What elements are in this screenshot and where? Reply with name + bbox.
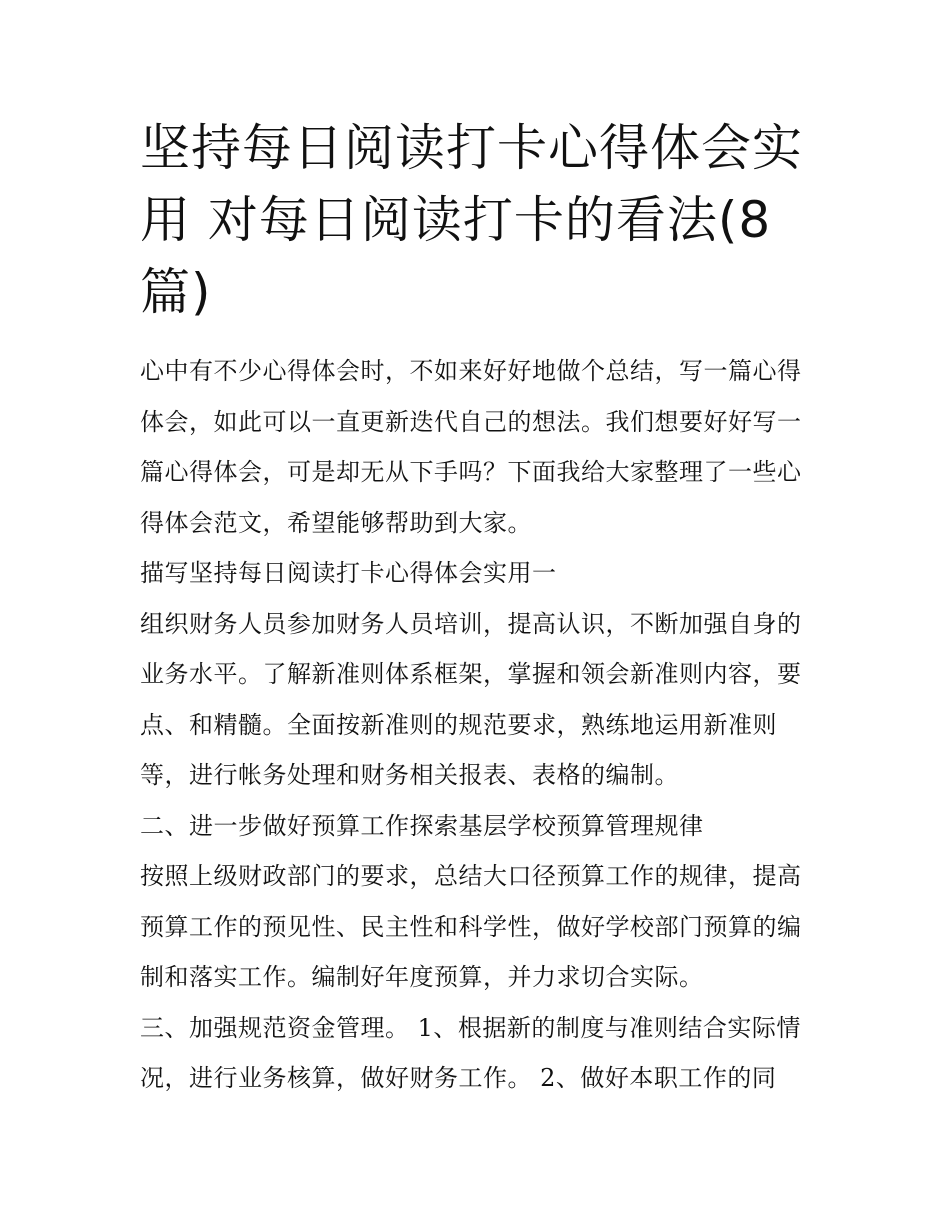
paragraph-2 bbox=[140, 851, 820, 1003]
title-line: 坚持每日阅读打卡心得体会实 bbox=[140, 119, 803, 177]
paragraph-line: 业务水平。了解新准则体系框架，掌握和领会新准则内容，要 bbox=[140, 660, 802, 688]
intro-line: 体会，如此可以一直更新迭代自己的想法。我们想要好好写一 bbox=[140, 407, 802, 436]
document-page bbox=[140, 112, 820, 1104]
paragraph-line: 等，进行帐务处理和财务相关报表、表格的编制。 bbox=[140, 761, 679, 789]
paragraph-line: 按照上级财政部门的要求，总结大口径预算工作的规律，提高 bbox=[140, 862, 802, 890]
heading-2-text: 二、进一步做好预算工作探索基层学校预算管理规律 bbox=[140, 811, 704, 840]
paragraph-line: 制和落实工作。编制好年度预算，并力求切合实际。 bbox=[140, 963, 704, 991]
heading-2 bbox=[140, 801, 820, 852]
paragraph-line: 预算工作的预见性、民主性和科学性，做好学校部门预算的编 bbox=[140, 912, 802, 941]
title-line: 用 对每日阅读打卡的看法(8 bbox=[140, 191, 772, 249]
paragraph-1 bbox=[140, 599, 820, 801]
intro-line: 心中有不少心得体会时，不如来好好地做个总结，写一篇心得 bbox=[140, 357, 802, 385]
paragraph-line: 组织财务人员参加财务人员培训，提高认识，不断加强自身的 bbox=[140, 609, 802, 638]
paragraph-line: 点、和精髓。全面按新准则的规范要求，熟练地运用新准则 bbox=[140, 710, 777, 739]
document-title bbox=[140, 112, 820, 328]
section-heading-text: 描写坚持每日阅读打卡心得体会实用一 bbox=[140, 559, 557, 587]
title-line: 篇) bbox=[140, 263, 212, 321]
paragraph-3 bbox=[140, 1003, 820, 1104]
intro-line: 得体会范文，希望能够帮助到大家。 bbox=[140, 508, 532, 537]
paragraph-line: 三、加强规范资金管理。 1、根据新的制度与准则结合实际情 bbox=[140, 1013, 801, 1042]
intro-line: 篇心得体会，可是却无从下手吗？下面我给大家整理了一些心 bbox=[140, 458, 802, 486]
paragraph-line: 况，进行业务核算，做好财务工作。 2、做好本职工作的同 bbox=[140, 1064, 777, 1092]
intro-paragraph bbox=[140, 346, 820, 548]
section-heading bbox=[140, 548, 820, 599]
